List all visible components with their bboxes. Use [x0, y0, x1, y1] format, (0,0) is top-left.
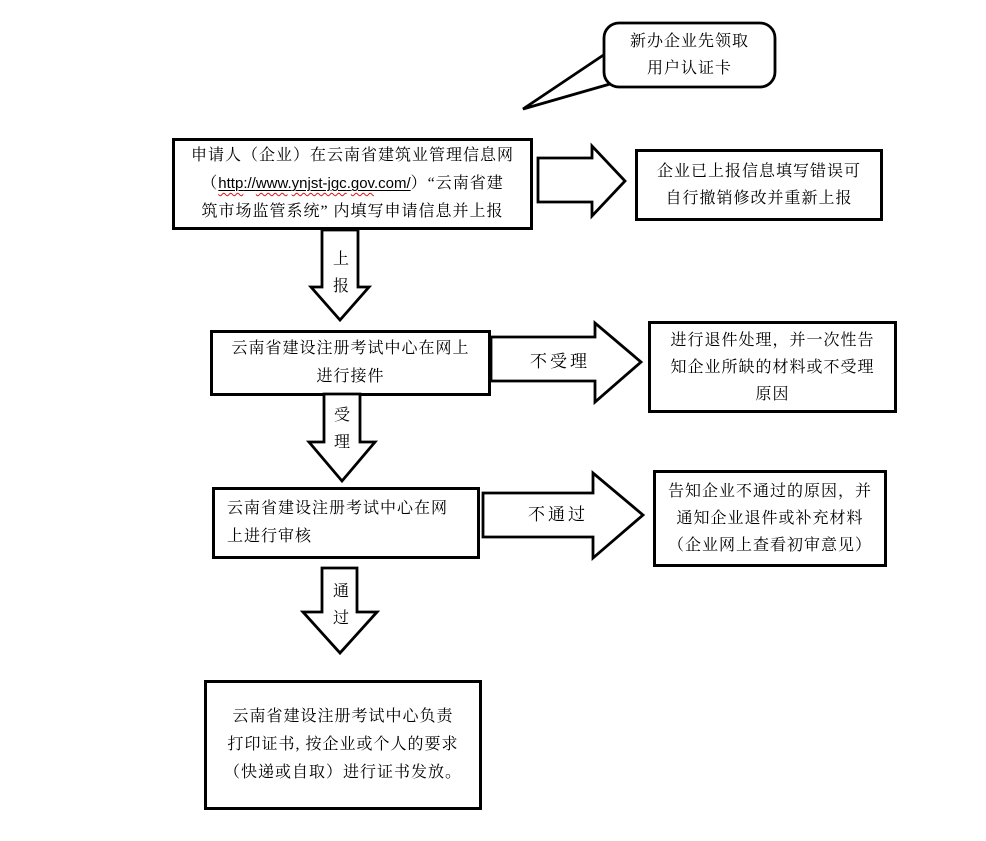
url-part: ://	[243, 175, 256, 192]
box1-line3: 筑市场监管系统” 内填写申请信息并上报	[201, 203, 504, 220]
process-box-certificate	[204, 680, 482, 810]
box1-line2-suffix: ）“云南省建	[410, 175, 504, 192]
process-box-review	[212, 487, 480, 559]
down-arrow2-label: 受理	[333, 407, 350, 451]
url-part: gov	[350, 175, 374, 192]
side-box3-line: （企业网上查看初审意见）	[667, 537, 872, 554]
callout-line: 用户认证卡	[646, 60, 732, 77]
box2-line: 云南省建设注册考试中心在网上	[231, 340, 470, 357]
box3-line: 云南省建设注册考试中心在网	[227, 500, 449, 517]
box4-line: （快递或自取）进行证书发放。	[223, 764, 462, 781]
box2-line: 进行接件	[316, 368, 385, 385]
side-box1-line: 企业已上报信息填写错误可	[656, 163, 861, 180]
url-part: ynjst-jgc	[291, 175, 347, 192]
website-url[interactable]	[218, 175, 410, 192]
box1-line1: 申请人（企业）在云南省建筑业管理信息网	[190, 147, 514, 164]
right-arrow3-label: 不通过	[528, 505, 588, 524]
side-box-resubmit	[635, 149, 883, 221]
url-part: www	[255, 175, 288, 192]
box4-line: 打印证书, 按企业或个人的要求	[227, 736, 459, 753]
side-box1-line: 自行撤销修改并重新上报	[665, 190, 853, 207]
side-box2-line: 进行退件处理，并一次性告	[670, 331, 875, 349]
url-part: .	[287, 175, 292, 192]
callout-note	[604, 23, 775, 87]
right-block-arrow-1	[535, 143, 630, 223]
box1-line2	[175, 170, 530, 198]
right-arrow2-label: 不受理	[530, 352, 590, 371]
url-part: .com/	[373, 175, 411, 192]
down-arrow3-label: 通过	[332, 583, 349, 627]
side-box-return-materials	[648, 321, 897, 413]
callout-line: 新办企业先领取	[629, 33, 749, 50]
arrow-shape	[538, 146, 625, 216]
side-box3-line: 通知企业退件或补充材料	[676, 510, 864, 527]
process-box-reception	[210, 330, 491, 396]
box4-line: 云南省建设注册考试中心负责	[232, 708, 454, 725]
box3-line: 上进行审核	[227, 528, 313, 545]
side-box2-line: 原因	[755, 385, 790, 403]
process-box-apply	[172, 138, 533, 230]
box1-line2-prefix: （	[201, 175, 219, 192]
url-part: http	[218, 175, 244, 192]
url-part: .	[346, 175, 351, 192]
side-box3-line: 告知企业不通过的原因，并	[667, 483, 872, 500]
down-arrow1-label: 上报	[332, 251, 349, 295]
side-box-notify-failure	[653, 470, 887, 567]
side-box2-line: 知企业所缺的材料或不受理	[670, 358, 875, 376]
